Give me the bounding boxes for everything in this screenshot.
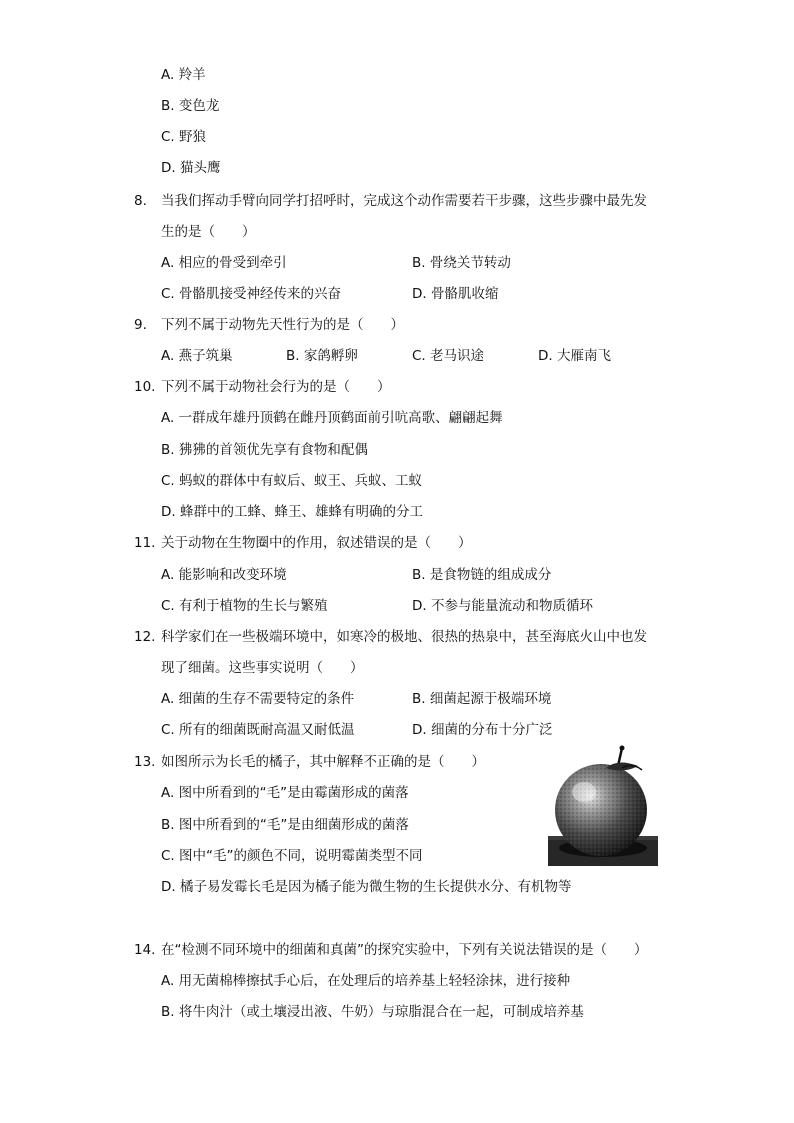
q12-option-a: A. 细菌的生存不需要特定的条件 [161,691,355,707]
q11-option-c: C. 有利于植物的生长与繁殖 [161,598,328,614]
question-number: 10. [134,379,156,395]
q7-option-b: B. 变色龙 [161,98,220,114]
q12-option-b: B. 细菌起源于极端环境 [412,691,552,707]
moldy-orange-figure [548,744,658,866]
q9-option-b: B. 家鸽孵卵 [286,348,358,364]
q8-option-d: D. 骨骼肌收缩 [412,286,499,302]
question-number: 11. [134,535,156,551]
question-stem: 下列不属于动物先天性行为的是（ ） [161,317,404,333]
q8-option-c: C. 骨骼肌接受神经传来的兴奋 [161,286,342,302]
q13-option-a: A. 图中所看到的“毛”是由霉菌形成的菌落 [161,785,409,801]
q10-option-a: A. 一群成年雄丹顶鹤在雌丹顶鹤面前引吭高歌、翩翩起舞 [161,410,503,426]
q11-option-a: A. 能影响和改变环境 [161,567,287,583]
q10-option-b: B. 狒狒的首领优先享有食物和配偶 [161,442,368,458]
question-number: 14. [134,942,156,958]
question-number: 8. [134,193,147,209]
question-stem: 如图所示为长毛的橘子，其中解释不正确的是（ ） [161,754,485,770]
question-stem: 下列不属于动物社会行为的是（ ） [161,379,391,395]
q12-option-c: C. 所有的细菌既耐高温又耐低温 [161,722,355,738]
q13-option-b: B. 图中所看到的“毛”是由细菌形成的菌落 [161,817,409,833]
q10-option-c: C. 蚂蚁的群体中有蚁后、蚁王、兵蚁、工蚁 [161,473,423,489]
q14-option-b: B. 将牛肉汁（或土壤浸出液、牛奶）与琼脂混合在一起，可制成培养基 [161,1004,584,1020]
question-number: 12. [134,629,156,645]
question-stem: 科学家们在一些极端环境中，如寒冷的极地、很热的热泉中，甚至海底火山中也发 [161,629,647,645]
q13-option-c: C. 图中“毛”的颜色不同，说明霉菌类型不同 [161,848,423,864]
question-number: 9. [134,317,147,333]
q14-option-a: A. 用无菌棉棒擦拭手心后，在处理后的培养基上轻轻涂抹，进行接种 [161,973,571,989]
question-stem: 现了细菌。这些事实说明（ ） [161,660,364,676]
question-stem: 当我们挥动手臂向同学打招呼时，完成这个动作需要若干步骤，这些步骤中最先发 [161,193,647,209]
question-stem: 关于动物在生物圈中的作用，叙述错误的是（ ） [161,535,472,551]
q9-option-d: D. 大雁南飞 [538,348,611,364]
q11-option-d: D. 不参与能量流动和物质循环 [412,598,593,614]
q9-option-c: C. 老马识途 [412,348,485,364]
q13-option-d: D. 橘子易发霉长毛是因为橘子能为微生物的生长提供水分、有机物等 [161,879,572,895]
q9-option-a: A. 燕子筑巢 [161,348,233,364]
q12-option-d: D. 细菌的分布十分广泛 [412,722,553,738]
q8-option-a: A. 相应的骨受到牵引 [161,255,287,271]
question-number: 13. [134,754,156,770]
q7-option-a: A. 羚羊 [161,67,206,83]
q11-option-b: B. 是食物链的组成成分 [412,567,552,583]
question-stem: 在“检测不同环境中的细菌和真菌”的探究实验中，下列有关说法错误的是（ ） [161,942,648,958]
question-stem: 生的是（ ） [161,224,256,240]
q8-option-b: B. 骨绕关节转动 [412,255,511,271]
q7-option-c: C. 野狼 [161,129,207,145]
q10-option-d: D. 蜂群中的工蜂、蜂王、雄蜂有明确的分工 [161,504,423,520]
q7-option-d: D. 猫头鹰 [161,160,221,176]
